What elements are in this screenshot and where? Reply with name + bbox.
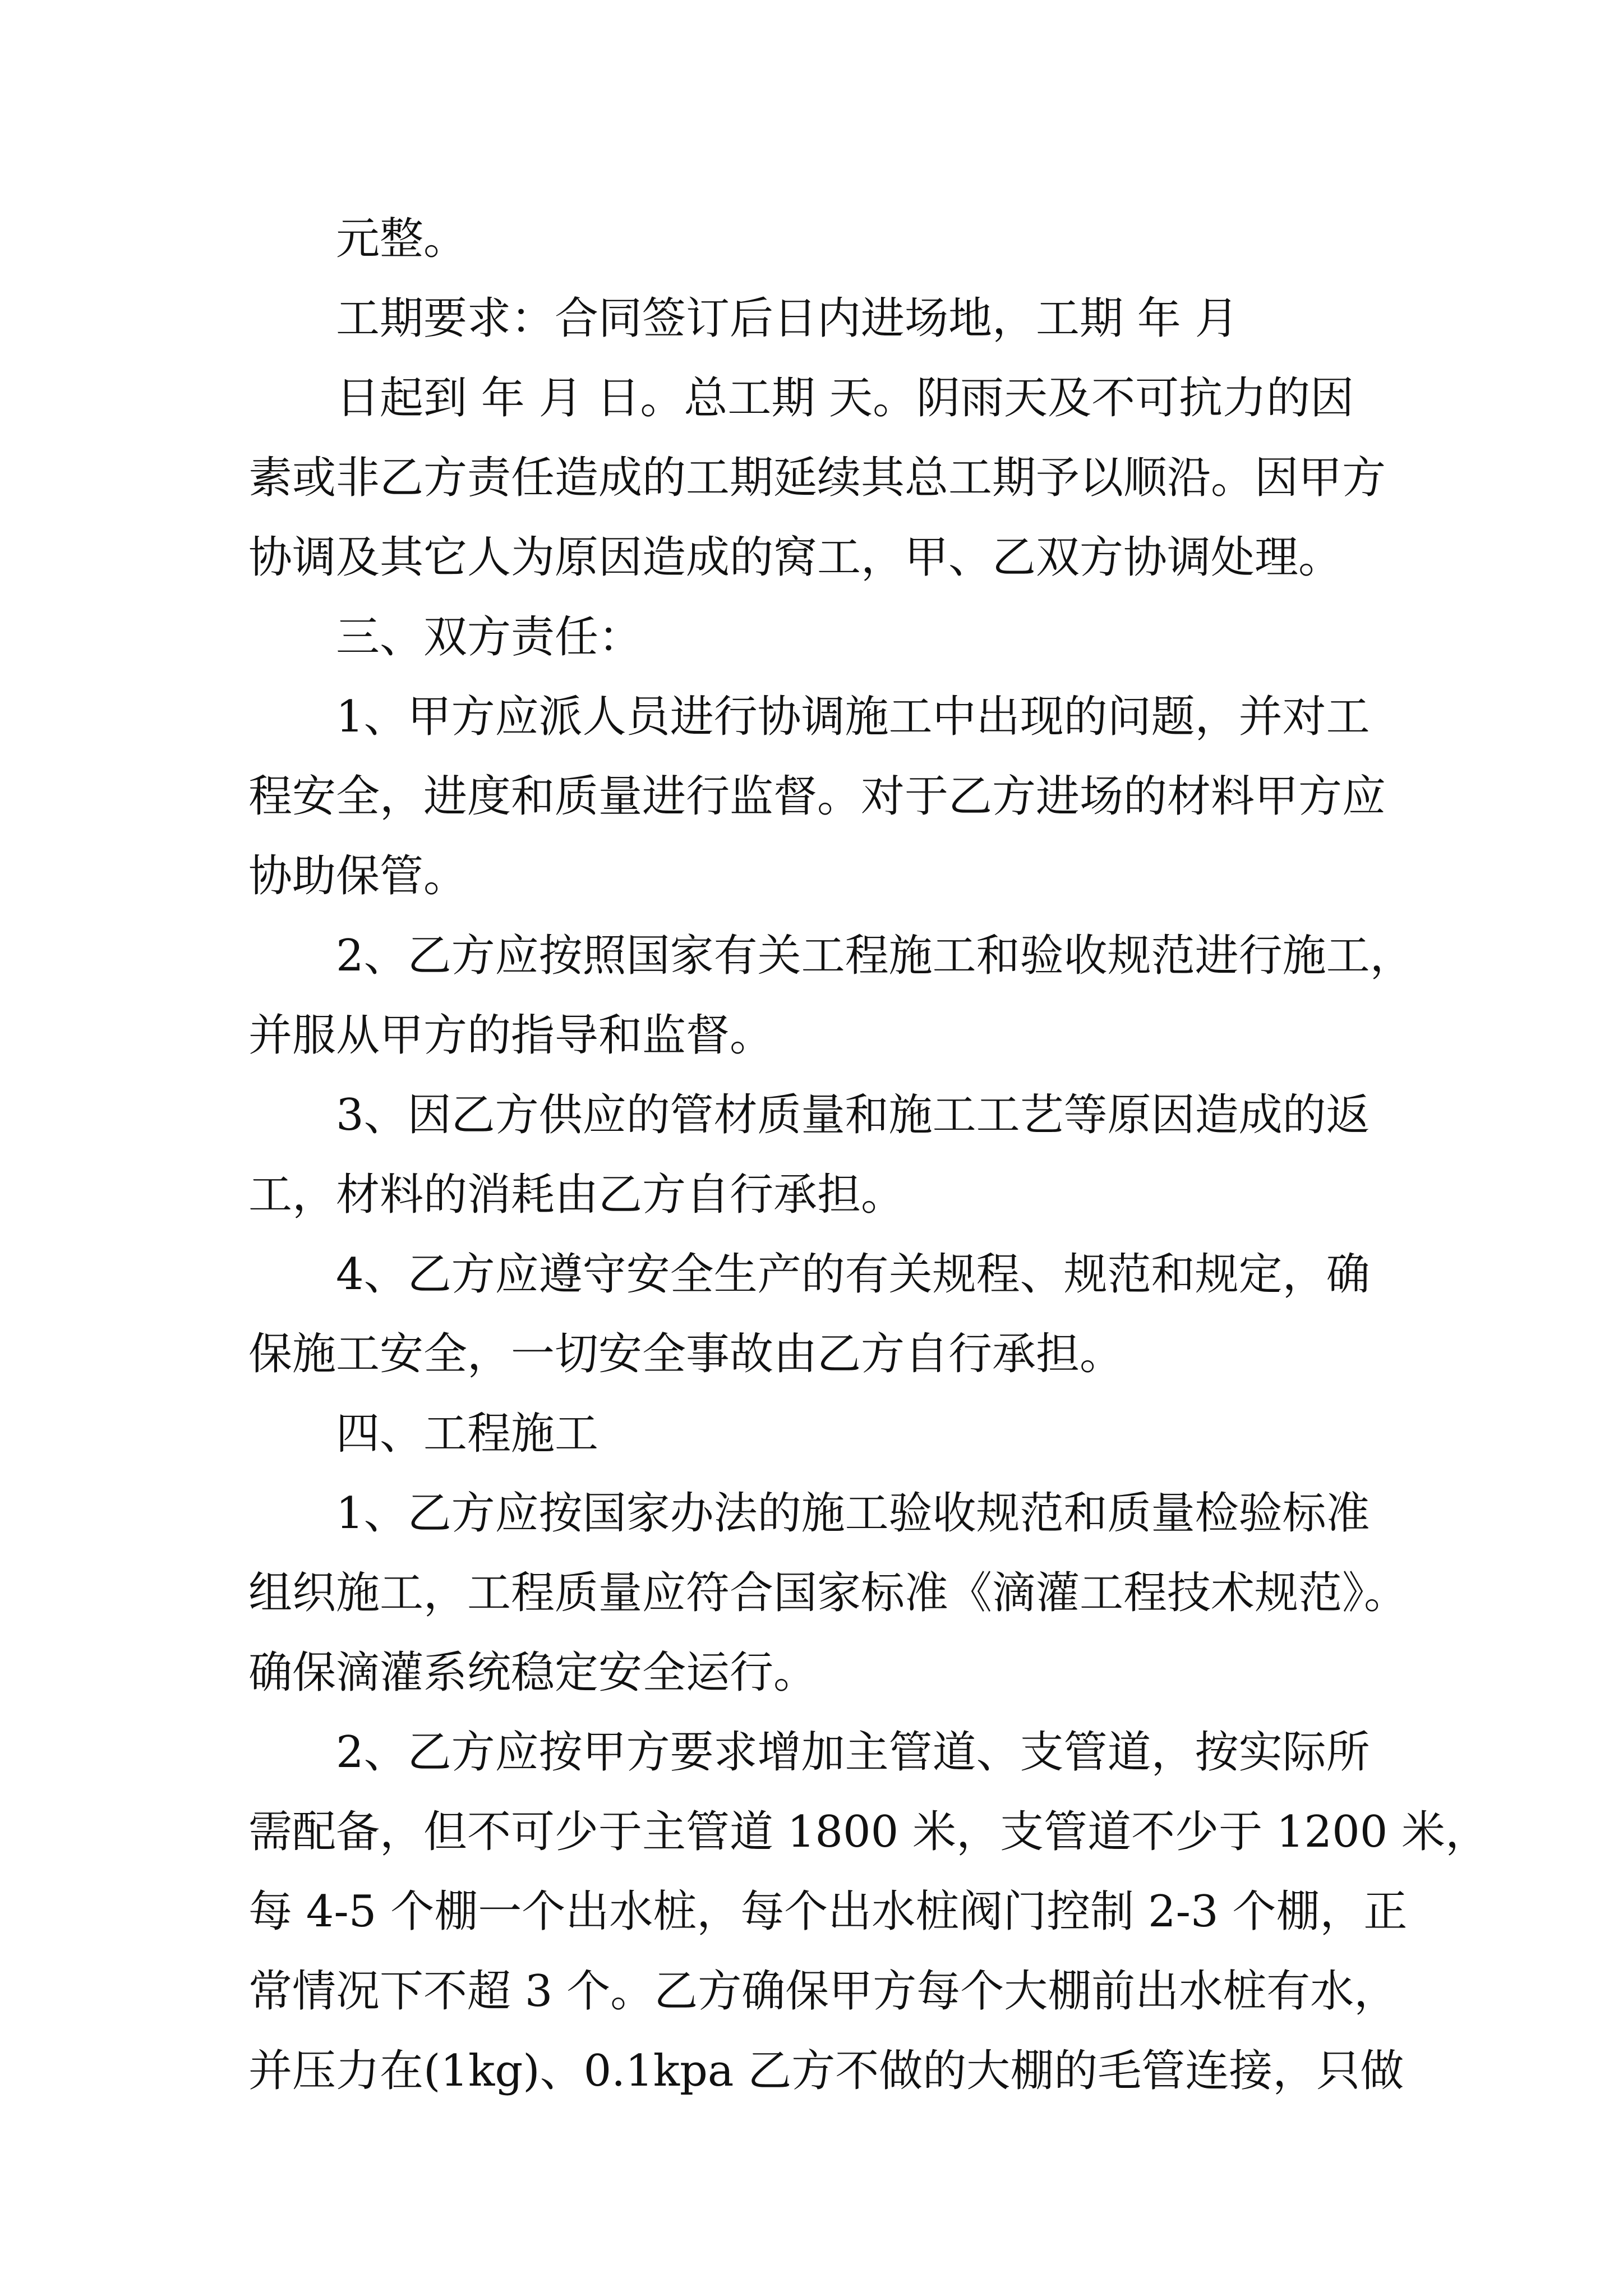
text-line: 工，材料的消耗由乙方自行承担。 [248, 1170, 905, 1220]
text-line: 2、乙方应按甲方要求增加主管道、支管道，按实际所 [336, 1727, 1370, 1778]
section-heading: 三、双方责任： [336, 612, 643, 662]
text-line: 程安全，进度和质量进行监督。对于乙方进场的材料甲方应 [248, 771, 1386, 822]
text-line: 并压力在(1kg)、0.1kpa 乙方不做的大棚的毛管连接，只做 [248, 2046, 1404, 2096]
text-line: 4、乙方应遵守安全生产的有关规程、规范和规定，确 [336, 1249, 1370, 1300]
text-line: 保施工安全，一切安全事故由乙方自行承担。 [248, 1329, 1124, 1379]
text-line: 素或非乙方责任造成的工期延续其总工期予以顺沿。因甲方 [248, 453, 1386, 503]
document-body [248, 199, 1490, 2111]
text-line: 组织施工，工程质量应符合国家标准《滴灌工程技术规范》。 [248, 1568, 1408, 1618]
text-line: 并服从甲方的指导和监督。 [248, 1010, 774, 1061]
text-line: 每 4-5 个棚一个出水桩，每个出水桩阀门控制 2-3 个棚，正 [248, 1887, 1408, 1937]
text-line: 2、乙方应按照国家有关工程施工和验收规范进行施工， [336, 931, 1414, 981]
text-line: 1、乙方应按国家办法的施工验收规范和质量检验标准 [336, 1488, 1370, 1539]
text-line: 协助保管。 [248, 851, 468, 901]
text-line: 协调及其它人为原因造成的窝工，甲、乙双方协调处理。 [248, 532, 1343, 583]
text-line: 确保滴灌系统稳定安全运行。 [248, 1648, 818, 1698]
text-line: 日起到 年 月 日。总工期 天。阴雨天及不可抗力的因 [336, 373, 1354, 424]
text-line: 常情况下不超 3 个。乙方确保甲方每个大棚前出水桩有水， [248, 1966, 1398, 2017]
section-heading: 四、工程施工 [336, 1409, 599, 1459]
text-line: 工期要求：合同签订后日内进场地，工期 年 月 [336, 293, 1239, 344]
text-line: 1、甲方应派人员进行协调施工中出现的问题，并对工 [336, 692, 1370, 742]
text-line: 需配备，但不可少于主管道 1800 米，支管道不少于 1200 米， [248, 1807, 1490, 1857]
text-line: 元整。 [336, 214, 468, 264]
text-line: 3、因乙方供应的管材质量和施工工艺等原因造成的返 [336, 1090, 1370, 1140]
